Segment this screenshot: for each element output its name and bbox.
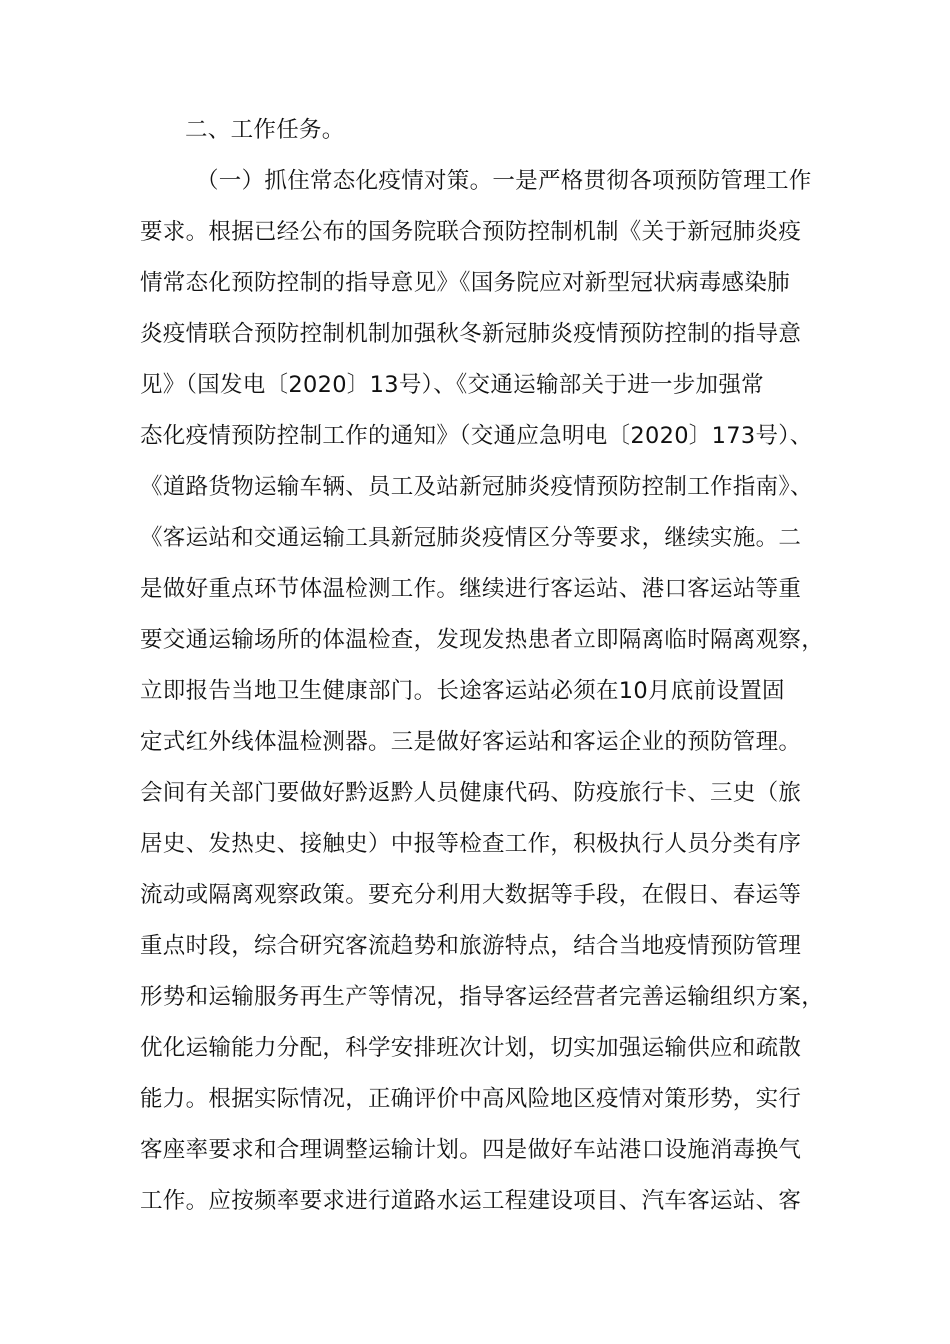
paragraph-line: 《道路货物运输车辆、员工及站新冠肺炎疫情预防控制工作指南》、: [140, 474, 813, 500]
paragraph-line: 会间有关部门要做好黔返黔人员健康代码、防疫旅行卡、三史（旅: [140, 780, 802, 806]
paragraph-line: （一）抓住常态化疫情对策。一是严格贯彻各项预防管理工作: [196, 168, 812, 194]
paragraph-line: 是做好重点环节体温检测工作。继续进行客运站、港口客运站等重: [140, 576, 802, 602]
section-heading: 二、工作任务。: [185, 117, 345, 143]
paragraph-line: 重点时段，综合研究客流趋势和旅游特点，结合当地疫情预防管理: [140, 933, 802, 959]
paragraph-line: 优化运输能力分配，科学安排班次计划，切实加强运输供应和疏散: [140, 1035, 802, 1061]
paragraph-line: 定式红外线体温检测器。三是做好客运站和客运企业的预防管理。: [140, 729, 802, 755]
paragraph-line: 情常态化预防控制的指导意见》《国务院应对新型冠状病毒感染肺: [140, 270, 790, 296]
paragraph-line: 形势和运输服务再生产等情况，指导客运经营者完善运输组织方案，: [140, 984, 825, 1010]
paragraph-line: 《客运站和交通运输工具新冠肺炎疫情区分等要求，继续实施。二: [140, 525, 802, 551]
paragraph-line: 居史、发热史、接触史）中报等检查工作，积极执行人员分类有序: [140, 831, 802, 857]
paragraph-line: 态化疫情预防控制工作的通知》（交通应急明电〔2020〕173号）、: [140, 423, 813, 449]
paragraph-line: 要求。根据已经公布的国务院联合预防控制机制《关于新冠肺炎疫: [140, 219, 802, 245]
paragraph-line: 见》（国发电〔2020〕13号）、《交通运输部关于进一步加强常: [140, 372, 764, 398]
paragraph-line: 立即报告当地卫生健康部门。长途客运站必须在10月底前设置固: [140, 678, 785, 704]
paragraph-line: 要交通运输场所的体温检查，发现发热患者立即隔离临时隔离观察，: [140, 627, 825, 653]
paragraph-line: 客座率要求和合理调整运输计划。四是做好车站港口设施消毒换气: [140, 1137, 802, 1163]
paragraph-line: 能力。根据实际情况，正确评价中高风险地区疫情对策形势，实行: [140, 1086, 802, 1112]
paragraph-line: 工作。应按频率要求进行道路水运工程建设项目、汽车客运站、客: [140, 1188, 802, 1214]
paragraph-line: 流动或隔离观察政策。要充分利用大数据等手段，在假日、春运等: [140, 882, 802, 908]
paragraph-line: 炎疫情联合预防控制机制加强秋冬新冠肺炎疫情预防控制的指导意: [140, 321, 802, 347]
